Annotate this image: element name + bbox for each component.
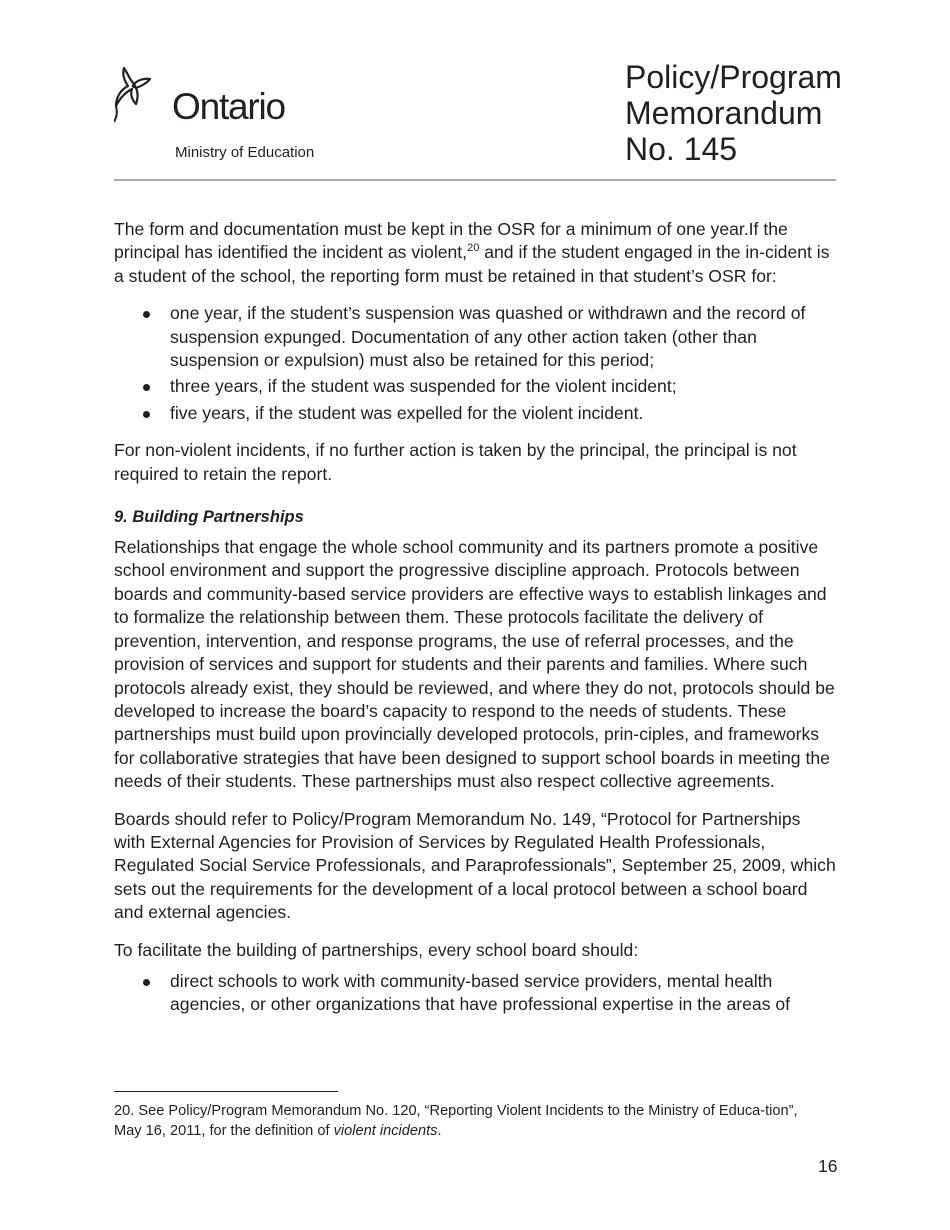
ministry-name: Ministry of Education [175, 144, 315, 161]
list-item-text: three years, if the student was suspended for the violent incident; [170, 376, 677, 397]
memo-title-line: No. 145 [625, 131, 738, 167]
page-header [114, 56, 842, 181]
bullet-icon [143, 384, 150, 391]
paragraph-text: and if the student engaged in the in-cident is a student of the school, the reporting form must be retained in that student’s OSR for: [114, 242, 830, 286]
page-number: 16 [818, 1156, 838, 1176]
list-item-text: one year, if the student’s suspension was quashed or withdrawn and the record of suspension expunged. Documentation of any other action taken (other than suspension or expulsion) must also be retained for this period; [170, 303, 806, 371]
bullet-icon [143, 979, 150, 986]
list-item [114, 970, 836, 1017]
footnote-divider [114, 1091, 338, 1092]
paragraph: For non-violent incidents, if no further action is taken by the principal, the principal is not required to retain the report. [114, 440, 797, 484]
list-item-text: direct schools to work with community-based service providers, mental health agencies, or other organizations that have professional expertise in the areas of [170, 970, 791, 1015]
trillium-icon [114, 62, 178, 124]
footnote-emphasis: violent incidents [333, 1123, 438, 1139]
list-item [114, 402, 836, 425]
paragraph [114, 218, 836, 288]
ontario-logo [114, 62, 354, 132]
footnote-text: . [437, 1123, 442, 1139]
bullet-icon [143, 311, 150, 318]
bullet-icon [143, 411, 150, 418]
list-item-text: five years, if the student was expelled for the violent incident. [170, 402, 644, 423]
list-item [114, 302, 836, 372]
paragraph: Relationships that engage the whole school community and its partners promote a positive school environment and support the progressive discipline approach. Protocols between boards and community-based service providers are effective ways to establish linkages and to formalize the relationship between them. These protocols facilitate the delivery of prevention, intervention, and response programs, the use of referral processes, and the provision of services and support for students and their parents and families. Where such protocols already exist, they should be reviewed, and where they do not, protocols should be developed to increase the board’s capacity to respond to the needs of students. These partnerships must build upon provincially developed protocols, prin-ciples, and frameworks for collaborative strategies that have been designed to support school boards in meeting the needs of their students. These partnerships must also respect collective agreements. [114, 537, 835, 792]
memo-title [625, 59, 840, 167]
paragraph-text: The form and documentation must be kept in the OSR for a minimum of one year.If the principal has identified the incident as violent, [114, 219, 788, 263]
section-heading: 9. Building Partnerships [114, 508, 304, 527]
main-content [114, 218, 836, 1031]
footnote [114, 1101, 814, 1141]
header-divider [114, 179, 836, 181]
retention-list [114, 302, 836, 425]
memo-title-line: Policy/Program [625, 59, 842, 95]
paragraph: Boards should refer to Policy/Program Memorandum No. 149, “Protocol for Partnerships with External Agencies for Provision of Services by Regulated Health Professionals, Regulated Social Service Professionals, and Paraprofessionals”, September 25, 2009, which sets out the requirements for the development of a local protocol between a school board and external agencies. [114, 808, 836, 923]
list-item [114, 375, 836, 398]
paragraph: To facilitate the building of partnerships, every school board should: [114, 939, 639, 960]
memo-title-line: Memorandum [625, 95, 823, 131]
partnership-list [114, 970, 836, 1017]
footnote-ref[interactable]: 20 [467, 242, 480, 255]
logo-wordmark: Ontario [172, 86, 285, 127]
footnote-text: 20. See Policy/Program Memorandum No. 120, “Reporting Violent Incidents to the Ministry of Educa-tion”, May 16, 2011, for the definition of [114, 1103, 798, 1139]
